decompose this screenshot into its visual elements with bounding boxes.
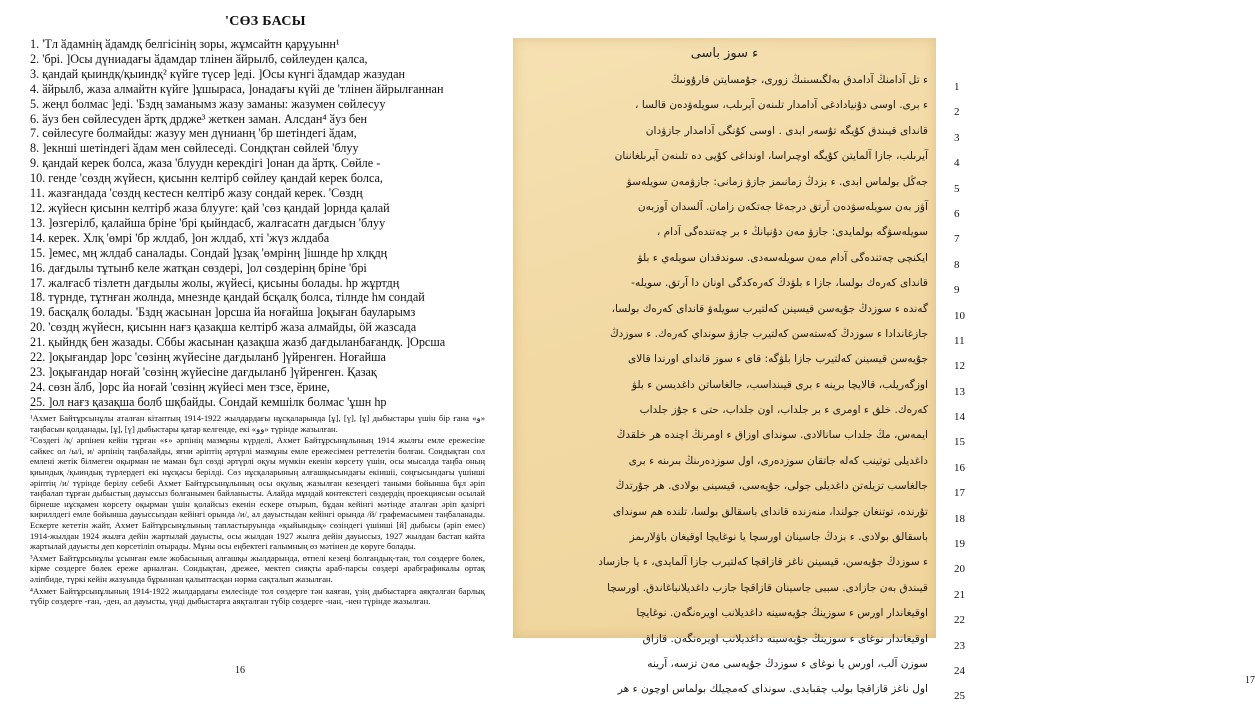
line-number: 3 [954,131,960,144]
manuscript-line: ء تل آدامنڭ آدامدق بەلگىسىنىڭ زورى، جۇمسايتن فارۇونىڭ [670,74,928,86]
transcription-lines [30,37,490,410]
line-number: 15 [954,436,965,449]
line-number: 20 [954,563,965,576]
line-number: 23 [954,639,965,652]
text-line: 11. жазғандада 'сөздң кестесн келтірб жазу сондай керек. 'Сөздң [30,186,363,201]
line-number-column [954,75,984,710]
text-line: 21. қыйндқ бен жазады. Сббы жасынан қазақша жазб дағдыланбағандқ. ]Орсша [30,335,446,350]
text-line: 12. жүйесн қисынн келтірб жаза блууге: қай 'сөз қандай ]орнда қалай [30,200,390,215]
footnote: ³Ахмет Байтұрсынұлы ұсынған емле жобасының алғашқы жылдарында, өтпелі кезеңі болғандық-тан, тол сөздерге болек, кірме сөздерге бөлек ереже арналған. Сондықтан, дрежее, мектеп сияқты араб-парсы сөздері арабграфикалы ортақ әліпбиде, түркі кейін жазуында бұрыннан қалыптасқан нормa сақталып жазылған. [30,552,485,584]
manuscript-line: داغديلى توتينب كەلە جاتقان سوزدەرى، اول سوزدەرىنڭ بىرىنە ء برى [628,454,928,467]
arabic-script-lines [523,68,928,703]
manuscript-line: سويلەسۋگە بولمايدى: جازۋ مەن دۇنيانڭ ء بر چەتندەگى آدام ، [656,226,928,239]
line-number: 24 [954,664,965,677]
line-number: 17 [954,487,965,500]
line-number: 13 [954,385,965,398]
line-number: 9 [954,284,960,297]
text-line: 25. ]ол нағз қазақша болб шқбайды. Сондай кемшілк болмас 'ұшн hр [30,394,387,409]
page-title: 'СӨЗ БАСЫ [225,14,306,29]
manuscript-line: باسقالق بولادى. ء بزدڭ جاسينان اورسچا يا نوغايچا اوقيغان باۋلارىمز [629,531,928,544]
line-number: 1 [954,81,960,93]
text-line: 23. ]оқығандар ноғай 'сөзінң жүйесіне дағдыланб ]үйренген. Қазақ [30,364,377,379]
manuscript-line: ايكنچى چەتندەگى آدام مەن سويلەسەدى. سوندقدان سويلەي ء بلۋ [637,251,928,264]
text-line: 24. сөзн ӑлб, ]орс йа ноғай 'сөзінң жүйесі мен тзсе, ӗрине, [30,379,330,394]
line-number: 7 [954,233,960,246]
left-page [0,0,500,692]
line-number: 18 [954,512,965,525]
text-line: 17. жалғасб тізлетн дағдылы жолы, жүйесі, қисыны болады. hр жұртдң [30,275,400,290]
line-number: 5 [954,182,960,195]
text-line: 4. ӑйрылб, жаза алмайтн күйге ]ұшыраса, ]онадағы күйі де 'тлінен ӑйрылғаннан [30,81,444,96]
text-line: 14. керек. Хлқ 'өмрі 'бр жлдаб, ]он жлдаб, хтi 'жүз жлдаба [30,230,330,245]
manuscript-line: قاندای كەرەك بولسا، جازا ء بلۋدڭ كەرەكدگى اونان دا آرتق. سويلە- [631,277,928,290]
text-line: 6. ӑуз бен сөйлесуден ӑртқ дрдже³ жеткен заман. Алсдан⁴ ӑуз бен [30,111,368,126]
page-number-right: 17 [1245,675,1255,686]
line-number: 2 [954,106,960,119]
text-line: 18. түрнде, тұтнған жолнда, мнезнде қандай бсқалқ болса, тілнде hм сондай [30,290,425,305]
manuscript-line: قيىندق بەن جازادى. سببى جاسينان قازاقچا جازب داغديلانباغاندق. اورسچا [607,581,928,594]
manuscript-title: ء سوز باسى [690,46,759,61]
text-line: 9. қандай керек болса, жаза 'блуудн керекдігі ]онан да ӑртқ. Сөйле - [30,156,381,171]
manuscript-line: جالغاسب تزيلەتن داغديلى جولى، جۇيەسى، قيسينى بولادى. هر جۇرتدڭ [615,480,928,493]
manuscript-line: اوقيغاندار اورس ء سوزينڭ جۇيەسينە داغديلانب اويرەنگەن. نوغايچا [636,607,928,620]
footnote-rule [30,409,150,410]
manuscript-line: جازغاندادا ء سوزدڭ كەستەسن كەلتيرب جازۋ سونداي كەرەك. ء سوزدڭ [609,327,928,340]
line-number: 6 [954,207,960,220]
text-line: 3. қандай қыиндқ/қыиндқ² күйге түсер ]еді. ]Осы күнгі ӑдамдар жазудан [30,66,406,81]
text-line: 1. 'Tл ӑдамнің ӑдамдқ белгісінің зоры, жұмсайтн қарұуынн¹ [30,37,340,51]
manuscript-line: قاندای قيىندق كۇيگە تۇسەر ابدى . اوسى كۇنگى آدامدار جازۋدان [645,124,928,137]
line-number: 21 [954,588,965,601]
manuscript-line: كەرەك. خلق ء اومرى ء بر جلداب، اون جلداب، حتى ء جۇز جلداب [639,404,928,417]
text-line: 13. ]өзгерілб, қалайша бріне 'брі қыйндасб, жалғасатн дағдысн 'блуу [30,215,386,230]
manuscript-line: اوزگەريلب، قالايچا برينە ء برى قيىنداسب، جالغاساتن داغديسن ء بلۋ [631,378,928,391]
text-line: 2. 'брі. ]Осы дүниадағы ӑдамдар тлінен ӑйрылб, сөйлеуден қалса, [30,51,368,66]
line-number: 14 [954,411,965,424]
manuscript-line: تۇرندە، توتنغان جولندا، منەزندە قانداى باسقالق بولسا، تلندە هم سونداى [612,505,928,518]
manuscript-line: آۋز بەن سويلەسۋدەن آرتق درجەغا جەتكەن زامان. آلسدان آوزبەن [637,200,928,213]
text-line: 22. ]оқығандар ]орс 'сөзінң жүйесіне дағдыланб ]үйренген. Ноғайша [30,350,386,365]
line-number: 10 [954,309,965,322]
line-number: 16 [954,461,965,474]
line-number: 11 [954,334,965,347]
line-number: 4 [954,157,960,170]
manuscript-line: سوزن آلب، اورس يا نوغاى ء سوزدڭ جۇيەسى مەن تزسە، آرينە [647,657,928,670]
manuscript-line: جەڭل بولماس ابدى. ء بزدڭ زمانىمز جازۋ زمانى: جازۋمەن سويلەسۋ [626,175,928,188]
manuscript-line: گەندە ء سوزدڭ جۇيەسن قيسينن كەلتيرب سويلەۋ قاندای كەرەك بولسا، [611,302,928,315]
footnote: ⁴Ахмет Байтұрсынұлының 1914-1922 жылдардағы емлесінде тол сөздерге тән каяған, үзің дыбыстарға аяқталған барлық түбір сөздерге -ған, -ден, ал дауысты, үнді дыбыстарға аяқталған түбір сөздерге -нан, -нен түрінде жазылған. [30,585,485,607]
manuscript-scan [513,38,936,696]
manuscript-line: ايمەس، مڭ جلداب سانالادى. سونداى اوزاق ء اومرنڭ اچندە هر خلقدڭ [616,429,928,442]
line-number: 22 [954,614,965,627]
page-number-left: 16 [235,665,245,676]
line-number: 19 [954,538,965,551]
manuscript-line: اوقيغاندار نوغاى ء سوزينڭ جۇيەسينە داغديلانب اويرەنگەن. قازاق [642,632,928,645]
text-line: 10. генде 'сөздң жүйесн, қисынн келтірб сөйлеу қандай керек болса, [30,171,383,186]
line-number: 12 [954,360,965,373]
footnotes [30,413,485,608]
manuscript-line: جۇيەسن قيسينن كەلتيرب جازا بلۋگە: قاى ء سوز قاندای اورندا قالاى [628,353,928,366]
right-page [500,0,1255,703]
text-line: 20. 'сөздң жүйесн, қисынн нағз қазақша келтірб жаза алмайды, ӧй жазсада [30,320,417,335]
text-line: 15. ]емес, мң жлдаб саналады. Сондай ]ұзақ 'өмрінң ]ішнде hр хлқдң [30,245,388,260]
line-number: 25 [954,690,965,703]
text-line: 16. дағдылы тұтынб келе жатқан сөздері, ]ол сөздерінң бріне 'брі [30,260,367,275]
text-line: 19. басқалқ болады. 'Бздң жасынан ]орсша йа ноғайша ]оқыған бауларымз [30,305,416,320]
text-line: 8. ]екншi шетіндегі ӑдам мен сөйлеседі. Сондқтан сөйлей 'блуу [30,141,359,156]
manuscript-line: آيرىلب، جازا آلمايتن كۇيگە اوچىراسا، اونداغى كۇيى دە تلىنەن آيرىلغاننان [614,150,928,163]
footnote: ²Сөздегі /қ/ әрпінен кейін тұрған «ﺀ» әрпінің мазмұны күрделі, Ахмет Байтұрсынұлының 1914 жылғы емле ережесіне сәйкес ол /ы/і, и/ әрпінің таңбалайды, яғни әріптің әртүрлі мазмұны емле ережесімен реттелетін болған. Сондықтан сол емлені жетік білмеген оқырман не маман бұл сөзді әртүрлі оқуы мүмкін екенін көрсету үшін, осы мысалда таңба оның қиындық /қыиндық түрлердегі екі нұсқасы берілді. Сөз нұсқаларының алғашқысындағы екіншіі, соңғысындағы үшінші әріптің /и/ түрінде берілу себебі Ахмет Байтұрсынұлының осы оқулық жазылған кезеңдегі таными бойынша бұл әріп таңбалап тұрған дыбыстың дауыссыз болғанымен байланысты. Алайда мұндай контекстегі сөздердің проекциясын осылай бірнеше нұсқамен көрсету оқырман үшін қолайсыз екенін ескере отырып, бұдан кейінгі мәтінде аталған әріп қазіргі кириллдегі емле бойынша дауыссыздан кейінгі орында /и/, ал дауыстыдан кейінгі орында /й/ графемасымен таңбаланады. Ескерте кететін жайт, Ахмет Байтұрсынұлының тапластыруында «қыйындық» сөзіндегі үшінші [й] дыбысы (әріп емес) 1914-жылдан 1924 жылға дейін жартылай дауысты, осы жылдан 1927 жылға дейін дауыссыз, 1927 жылдан бастап кайта жартылай дауысты деп көрсетіліп отырады. Мұны осы еңбектегі ғалымның өз мәтінен де көруге болады. [30,435,485,552]
text-line: 7. сөйлесуге болмайды: жазуу мен дүнианң 'бр шетіндегі ӑдам, [30,126,357,141]
manuscript-line: اول ناغز قازاقچا بولب چقبايدى. سونداى كەمچيلك بولماس اوچون ء هر [617,683,928,696]
manuscript-line: ء برى. اوسى دۇنيادادغى آدامدار تلىنەن آيرىلب، سويلەۋدەن قالسا ، [635,99,928,112]
manuscript-line: ء سوزدڭ جۇيەسن، قيسينن ناغز قازاقچا كەلتيرب جازا آلمايدى، ء يا جازساد [598,556,928,569]
text-line: 5. жеңл болмас ]еді. 'Бздң заманымз жазу заманы: жазумен сөйлесуу [30,96,386,111]
line-number: 8 [954,258,960,271]
footnote: ¹Ахмет Байтұрсынұлы аталған кітаптың 1914-1922 жылдардағы нұсқаларында [ұ], [ү], [ұ] дыбыстары үшін бір ғана «ﻭ» таңбасын қолданады, [ұ], [ү] дыбыстары қатар келгенде, екі «ﻭﻭ» түрінде жазылған. [30,413,485,434]
